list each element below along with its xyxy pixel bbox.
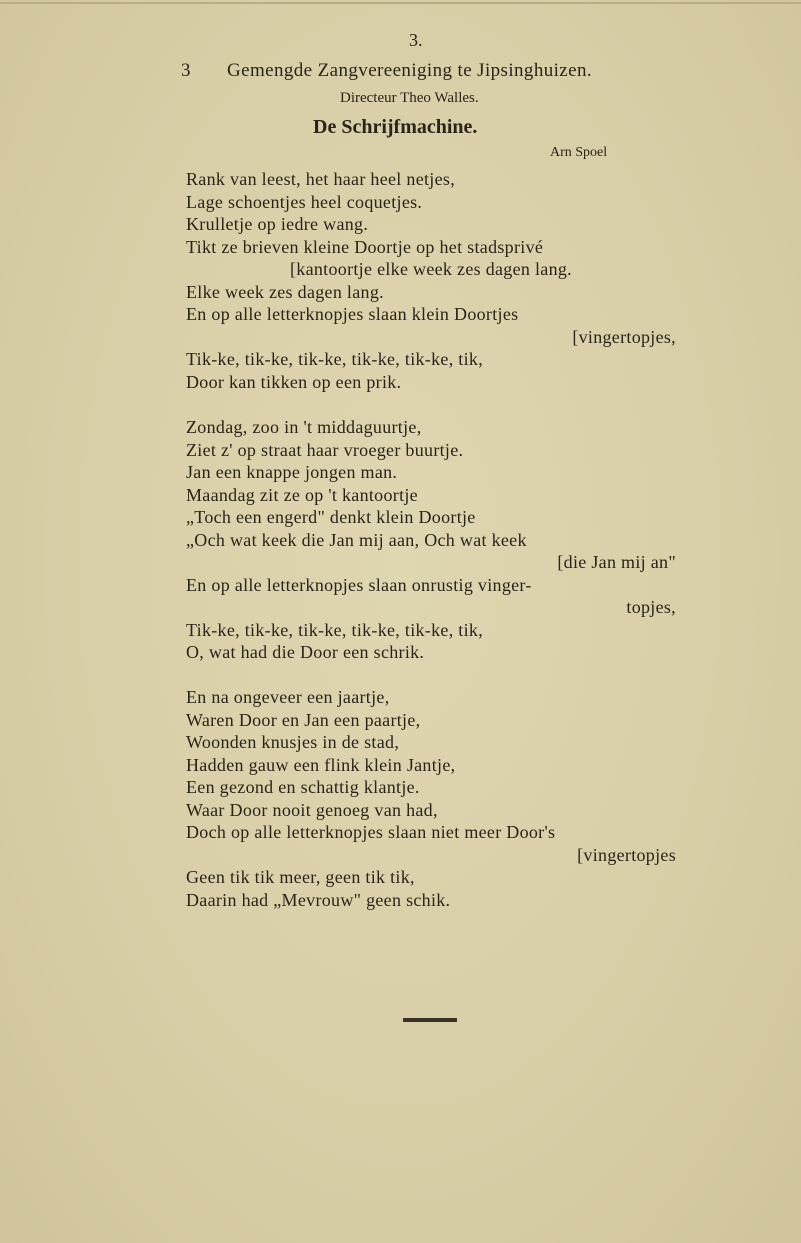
page-edge-line: [0, 2, 801, 4]
verse-line: Tik-ke, tik-ke, tik-ke, tik-ke, tik-ke, tik,: [186, 619, 483, 640]
verse-1: [186, 168, 676, 393]
verse-line: Tik-ke, tik-ke, tik-ke, tik-ke, tik-ke, tik,: [186, 349, 483, 369]
verse-line: „Toch een engerd" denkt klein Doortje: [186, 507, 476, 527]
end-rule: [403, 1018, 457, 1022]
verse-line: O, wat had die Door een schrik.: [186, 642, 425, 662]
verse-line: En na ongeveer een jaartje,: [186, 687, 390, 707]
verse-line: „Och wat keek die Jan mij aan, Och wat keek: [186, 529, 527, 550]
verse-line: Ziet z' op straat haar vroeger buurtje.: [186, 439, 464, 460]
verse-line: Daarin had „Mevrouw" geen schik.: [186, 889, 451, 910]
entry-header: [181, 60, 592, 82]
author-name: Arn Spoel: [550, 145, 608, 160]
verse-line: Maandag zit ze op 't kantoortje: [186, 484, 418, 505]
verse-line: Lage schoentjes heel coquetjes.: [186, 191, 423, 212]
verse-line: Elke week zes dagen lang.: [186, 281, 384, 302]
verse-line-continuation: topjes,: [626, 597, 676, 617]
verse-line-continuation: [kantoortje elke week zes dagen lang.: [290, 259, 572, 279]
verse-line: Tikt ze brieven kleine Doortje op het stadsprivé: [186, 236, 544, 257]
verse-line: Woonden knusjes in de stad,: [186, 732, 400, 752]
verse-line: Waren Door en Jan een paartje,: [186, 709, 421, 730]
verse-line: Geen tik tik meer, geen tik tik,: [186, 867, 415, 887]
verse-line: Een gezond en schattig klantje.: [186, 777, 420, 797]
verse-line: Hadden gauw een flink klein Jantje,: [186, 754, 456, 775]
song-title: De Schrijfmachine.: [313, 116, 478, 138]
verse-line: Jan een knappe jongen man.: [186, 462, 398, 482]
verse-line-continuation: [vingertopjes: [577, 844, 676, 865]
verse-line: Doch op alle letterknopjes slaan niet meer Door's: [186, 822, 556, 842]
verse-2: [186, 416, 676, 664]
verse-line: Zondag, zoo in 't middaguurtje,: [186, 417, 422, 437]
verse-line: En op alle letterknopjes slaan klein Doortjes: [186, 304, 519, 324]
page-number: 3.: [409, 30, 423, 50]
choir-name: Gemengde Zangvereeniging te Jipsinghuizen.: [227, 60, 593, 81]
verse-line: Waar Door nooit genoeg van had,: [186, 799, 438, 820]
verse-line: Krulletje op iedre wang.: [186, 214, 369, 234]
entry-number: 3: [181, 60, 191, 81]
verse-line: Rank van leest, het haar heel netjes,: [186, 169, 455, 189]
verse-3: [186, 686, 676, 911]
verse-line-continuation: [die Jan mij an": [557, 552, 676, 572]
verse-line: En op alle letterknopjes slaan onrustig vinger-: [186, 574, 532, 595]
director-line: Directeur Theo Walles.: [340, 90, 479, 106]
verse-line: Door kan tikken op een prik.: [186, 371, 402, 392]
verse-line-continuation: [vingertopjes,: [572, 326, 676, 347]
